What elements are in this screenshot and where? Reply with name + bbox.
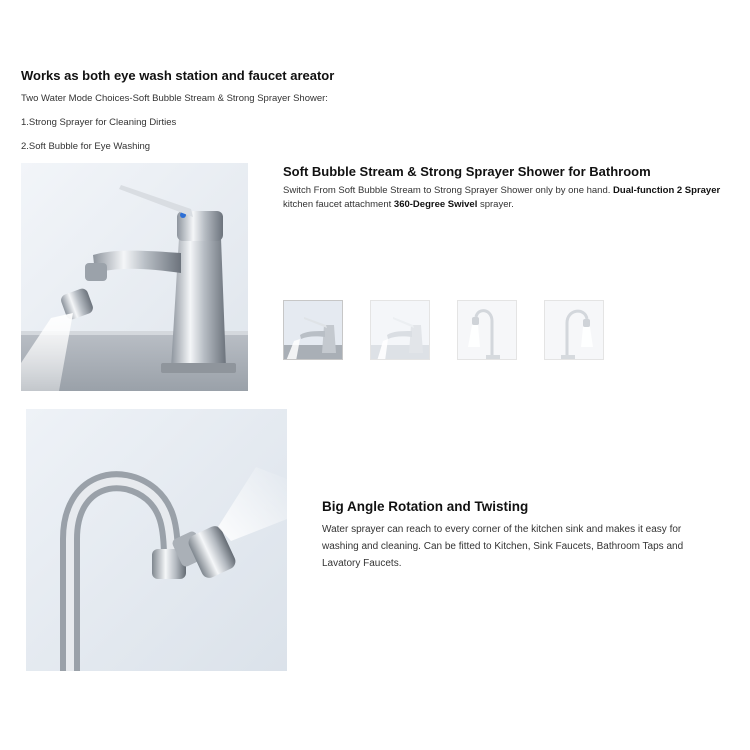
section-1-title: Soft Bubble Stream & Strong Sprayer Shower for Bathroom [283,164,651,179]
section-2-title: Big Angle Rotation and Twisting [322,499,529,514]
gooseneck-faucet-thumbnail[interactable] [544,300,604,360]
section-1-desc-part-1: Switch From Soft Bubble Stream to Strong Sprayer Shower only by one hand. [283,185,614,196]
intro-subtitle: Two Water Mode Choices-Soft Bubble Stream & Strong Sprayer Shower: [21,93,328,104]
section-1-desc-bold-2: 360-Degree Swivel [393,199,478,210]
bathroom-faucet-image [21,163,248,391]
intro-mode-strong-sprayer: 1.Strong Sprayer for Cleaning Dirties [21,117,177,128]
kitchen-spout-swivel-image [26,409,287,671]
bathroom-faucet-thumbnail[interactable] [283,300,343,360]
kitchen-faucet-thumbnail[interactable] [457,300,517,360]
section-1-description [283,184,738,212]
section-2-description: Water sprayer can reach to every corner of the kitchen sink and makes it easy for washing and cleaning. Can be fitted to Kitchen, Sink Faucets, Bathroom Taps and Lavatory Faucets. [322,524,684,569]
section-1-desc-part-2: kitchen faucet attachment [283,199,394,210]
intro-title: Works as both eye wash station and faucet areator [21,68,335,83]
intro-mode-soft-bubble: 2.Soft Bubble for Eye Washing [21,141,151,152]
section-1-desc-bold-1: Dual-function 2 Sprayer [613,185,721,196]
section-1-desc-part-3: sprayer. [477,199,514,210]
faded-bathroom-faucet-thumbnail[interactable] [370,300,430,360]
